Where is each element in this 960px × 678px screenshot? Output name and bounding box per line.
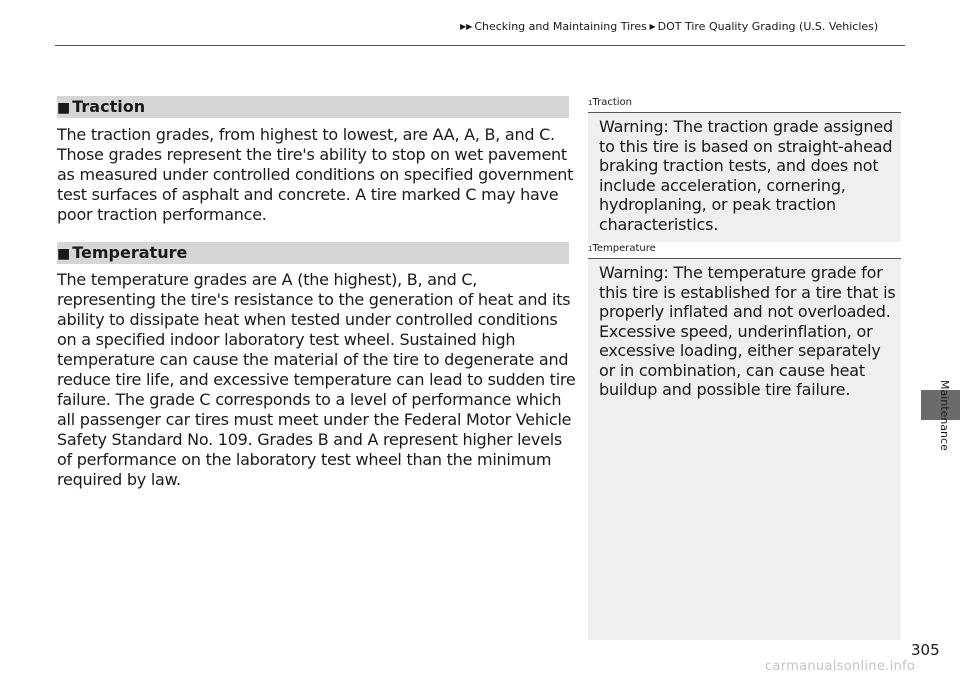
square-bullet-icon: ■ xyxy=(57,246,71,262)
triangle-right-icon: ▶▶ xyxy=(460,22,473,31)
top-divider xyxy=(55,45,905,46)
temperature-heading: ■ Temperature xyxy=(57,242,569,264)
temperature-note-body: Warning: The temperature grade for this tire is established for a tire that is properly inflated and not overloaded. Excessive speed, underinflation, or excessive loading, either separately or in combination, can cause heat buildup and possible tire failure. xyxy=(599,263,896,399)
square-bullet-icon: ■ xyxy=(57,100,71,116)
traction-heading: ■ Traction xyxy=(57,96,569,118)
traction-note-title xyxy=(588,96,901,113)
note-title-text: Traction xyxy=(592,97,632,108)
temperature-note-title xyxy=(588,242,901,259)
note-title-text: Temperature xyxy=(592,243,656,254)
page-number: 305 xyxy=(911,641,940,659)
watermark: carmanualsonline.info xyxy=(765,659,916,674)
temperature-body: The temperature grades are A (the highest), B, and C, representing the tire's resistance to the generation of heat and its ability to dissipate heat when tested under controlled conditions on a specified indoor laboratory test wheel. Sustained high temperature can cause the material of the tire to degenerate and reduce tire life, and excessive temperature can lead to sudden tire failure. The grade C corresponds to a level of performance which all passenger car tires must meet under the Federal Motor Vehicle Safety Standard No. 109. Grades B and A represent higher levels of performance on the laboratory test wheel than the minimum required by law. xyxy=(57,270,576,489)
triangle-right-icon: ▶ xyxy=(646,22,656,31)
note-number: 1 xyxy=(588,99,593,107)
breadcrumb xyxy=(460,20,910,33)
chapter-tab-label[interactable]: Maintenance xyxy=(938,380,951,451)
breadcrumb-item-1[interactable]: Checking and Maintaining Tires xyxy=(474,20,647,33)
traction-note-body: Warning: The traction grade assigned to this tire is based on straight-ahead braking traction tests, and does not include acceleration, cornering, hydroplaning, or peak traction characteristics. xyxy=(599,117,893,234)
traction-body: The traction grades, from highest to lowest, are AA, A, B, and C. Those grades represent the tire's ability to stop on wet pavement as measured under controlled conditions on specified government test surfaces of asphalt and concrete. A tire marked C may have poor traction performance. xyxy=(57,125,574,224)
note-number: 1 xyxy=(588,245,593,253)
breadcrumb-item-2[interactable]: DOT Tire Quality Grading (U.S. Vehicles) xyxy=(657,20,879,33)
